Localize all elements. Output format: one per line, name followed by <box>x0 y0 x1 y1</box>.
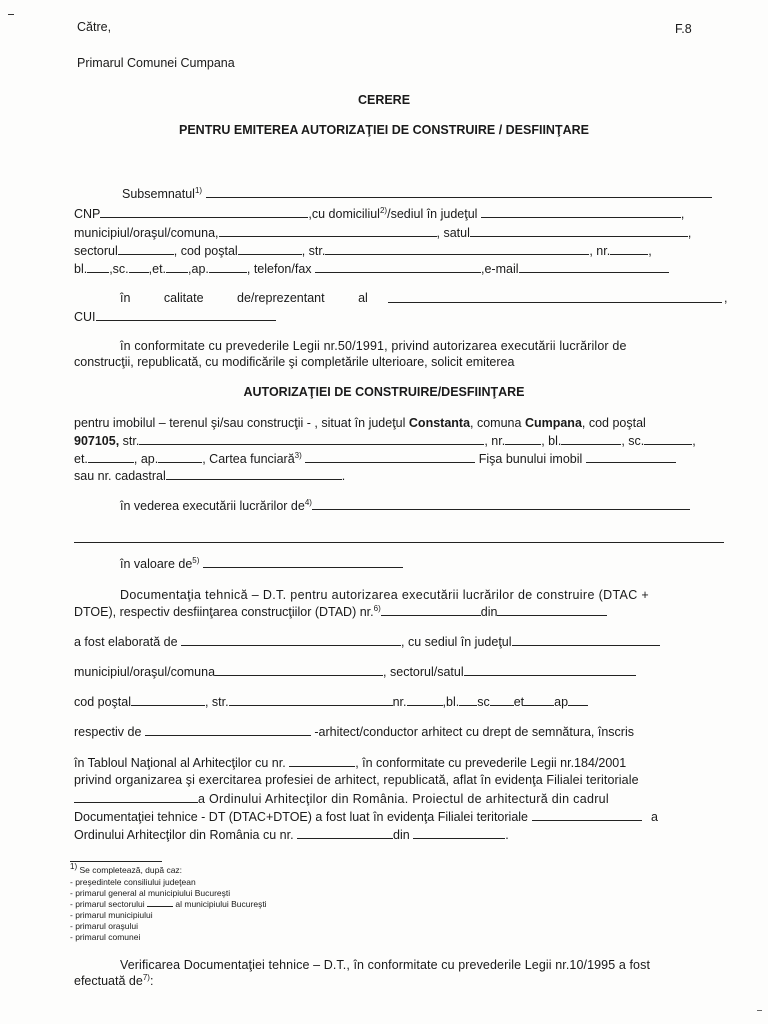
elaborated-number-field[interactable] <box>407 694 443 706</box>
ordinul-line: a Ordinului Arhitecţilor din România. Proiectul de arhitectură din cadrul <box>74 791 609 807</box>
addressee-label: Către, <box>77 20 112 34</box>
elaborated-floor-field[interactable] <box>524 694 554 706</box>
property-cf-line: et. , ap. , Cartea funciară$^{3)}$ Fişa bunului imobil <box>74 451 676 467</box>
contact-line: bl. ,sc. ,et. ,ap. , telefon/fax ,e-mail <box>74 261 669 277</box>
cnp-field[interactable] <box>100 206 308 218</box>
cadastral-line: sau nr. cadastral . <box>74 469 346 483</box>
ordin-number-line: Ordinului Arhitecţilor din România cu nr. din . <box>74 828 509 842</box>
property-floor-field[interactable] <box>88 451 134 463</box>
postal-code-field[interactable] <box>238 243 302 255</box>
ordin-number-field[interactable] <box>297 827 393 839</box>
cui-line: CUI <box>74 309 276 325</box>
phone-field[interactable] <box>315 261 481 273</box>
elaborated-apartment-field[interactable] <box>568 694 588 706</box>
elaborated-block-field[interactable] <box>459 694 477 706</box>
apartment-field[interactable] <box>209 261 247 273</box>
elaborated-street-field[interactable] <box>229 694 393 706</box>
street-field[interactable] <box>325 243 589 255</box>
floor-field[interactable] <box>166 261 188 273</box>
footnote-divider <box>70 861 162 862</box>
calitate-line: în calitate de/reprezentant al <box>120 291 368 305</box>
legal-text: în conformitate cu prevederile Legii nr.50/1991, privind autorizarea executării lucrărilor de <box>120 339 627 353</box>
tablou-number-field[interactable] <box>289 755 355 767</box>
dt-line: Documentaţiei tehnice - DT (DTAC+DTOE) a fost luat în evidenţa Filialei teritoriale a <box>74 810 658 824</box>
name-field[interactable] <box>206 186 712 198</box>
elaborated-stair-field[interactable] <box>490 694 514 706</box>
footnote-item: - primarul oraşului <box>70 921 139 931</box>
property-street-line: 907105, str. , nr. , bl. , sc. , <box>74 434 696 448</box>
documentation-date-field[interactable] <box>497 604 607 616</box>
filiala-registered-field[interactable] <box>532 809 642 821</box>
property-number-field[interactable] <box>505 433 541 445</box>
property-file-field[interactable] <box>586 451 676 463</box>
works-field-continued[interactable] <box>74 542 724 543</box>
elaborated-postal-code-field[interactable] <box>131 694 205 706</box>
footnote-item: - primarul general al municipiului Bucureşti <box>70 888 231 898</box>
verification-line: efectuată $de^{7)}$: <box>74 972 154 988</box>
tablou-line: în Tabloul Naţional al Arhitecţilor cu nr. , în conformitate cu prevederile Legii nr.184/2001 <box>74 756 627 770</box>
number-field[interactable] <box>610 243 648 255</box>
elaborated-by-field[interactable] <box>181 634 401 646</box>
recipient: Primarul Comunei Cumpana <box>77 56 235 70</box>
cnp-line: CNP ,cu domiciliul$^{2)}$/sediul în judeţul , <box>74 205 685 221</box>
calitate-field[interactable] <box>388 302 722 303</box>
filiala-field[interactable] <box>74 791 198 803</box>
value-field[interactable] <box>203 556 403 568</box>
footnote-title: $^{1)}$ Se completează, după caz: <box>70 862 183 875</box>
footnote-item: - preşedintele consiliului judeţean <box>70 877 196 887</box>
section-heading: AUTORIZAŢIEI DE CONSTRUIRE/DESFIINŢARE <box>243 385 525 399</box>
form-code: F.8 <box>675 22 692 36</box>
value-line: în valoare $de^{5)}$ <box>120 556 403 572</box>
document-subtitle: PENTRU EMITEREA AUTORIZAŢIEI DE CONSTRUIRE / DESFIINŢARE <box>179 123 589 137</box>
property-line: pentru imobilul – terenul şi/sau construcţii - , situat în judeţul Constanta, comuna Cumpana, cod poştal <box>74 416 646 430</box>
address-line: sectorul , cod poştal , str. , nr. , <box>74 244 652 258</box>
ordin-date-field[interactable] <box>413 827 505 839</box>
email-field[interactable] <box>519 261 669 273</box>
municipiu-field[interactable] <box>219 225 437 237</box>
property-stair-field[interactable] <box>644 433 692 445</box>
footnote-item: - primarul comunei <box>70 932 141 942</box>
land-registry-field[interactable] <box>305 451 475 463</box>
locality-line: municipiul/oraşul/comuna, , satul , <box>74 226 692 240</box>
elaborated-line: a fost elaborată de , cu sediul în judeţul <box>74 634 660 650</box>
scan-mark <box>757 1010 762 1011</box>
elaborated-sector-field[interactable] <box>464 664 636 676</box>
architect-line: respectiv de -arhitect/conductor arhitect cu drept de semnătura, înscris <box>74 725 634 739</box>
stair-field[interactable] <box>129 261 149 273</box>
footnote-item: - primarul sectorului al municipiului Bucureşti <box>70 899 267 909</box>
property-block-field[interactable] <box>561 433 621 445</box>
elaborated-municipiu-field[interactable] <box>215 664 383 676</box>
elaborated-judet-field[interactable] <box>512 634 660 646</box>
document-title: CERERE <box>357 93 411 107</box>
satul-field[interactable] <box>470 225 688 237</box>
block-field[interactable] <box>87 261 109 273</box>
scan-mark <box>8 14 14 15</box>
property-street-field[interactable] <box>139 433 484 445</box>
cadastral-field[interactable] <box>166 468 342 480</box>
works-field[interactable] <box>312 498 690 510</box>
judet-field[interactable] <box>481 206 681 218</box>
organization-text: privind organizarea şi exercitarea profesiei de arhitect, republicată, aflat în evidenţa Filialei teritoriale <box>74 773 639 787</box>
verification-text: Verificarea Documentaţiei tehnice – D.T., în conformitate cu prevederile Legii nr.10/1995 a fost <box>120 958 651 972</box>
cui-field[interactable] <box>96 309 276 321</box>
documentation-number-field[interactable] <box>381 604 481 616</box>
works-line: în vederea executării lucrărilor $de^{4)}$ <box>120 498 690 514</box>
applicant-line: Subsemnatul$^{1)}$ <box>122 186 712 202</box>
property-apartment-field[interactable] <box>158 451 202 463</box>
documentation-number-line: DTOE), respectiv desfiinţarea construcţiilor (DTAD) nr.$^{6)}$ din <box>74 604 607 620</box>
legal-text: construcţii, republicată, cu modificările şi completările ulterioare, solicit emiterea <box>74 355 515 369</box>
elaborated-locality-line: municipiul/oraşul/comuna , sectorul/satul <box>74 664 636 680</box>
sector-field[interactable] <box>118 243 174 255</box>
elaborated-address-line: cod poştal , str. nr. ,bl. sc et ap <box>74 694 588 710</box>
documentation-text: Documentaţia tehnică – D.T. pentru autorizarea executării lucrărilor de construire (DTAC + <box>120 588 650 602</box>
footnote-item: - primarul municipiului <box>70 910 153 920</box>
architect-field[interactable] <box>145 724 311 736</box>
